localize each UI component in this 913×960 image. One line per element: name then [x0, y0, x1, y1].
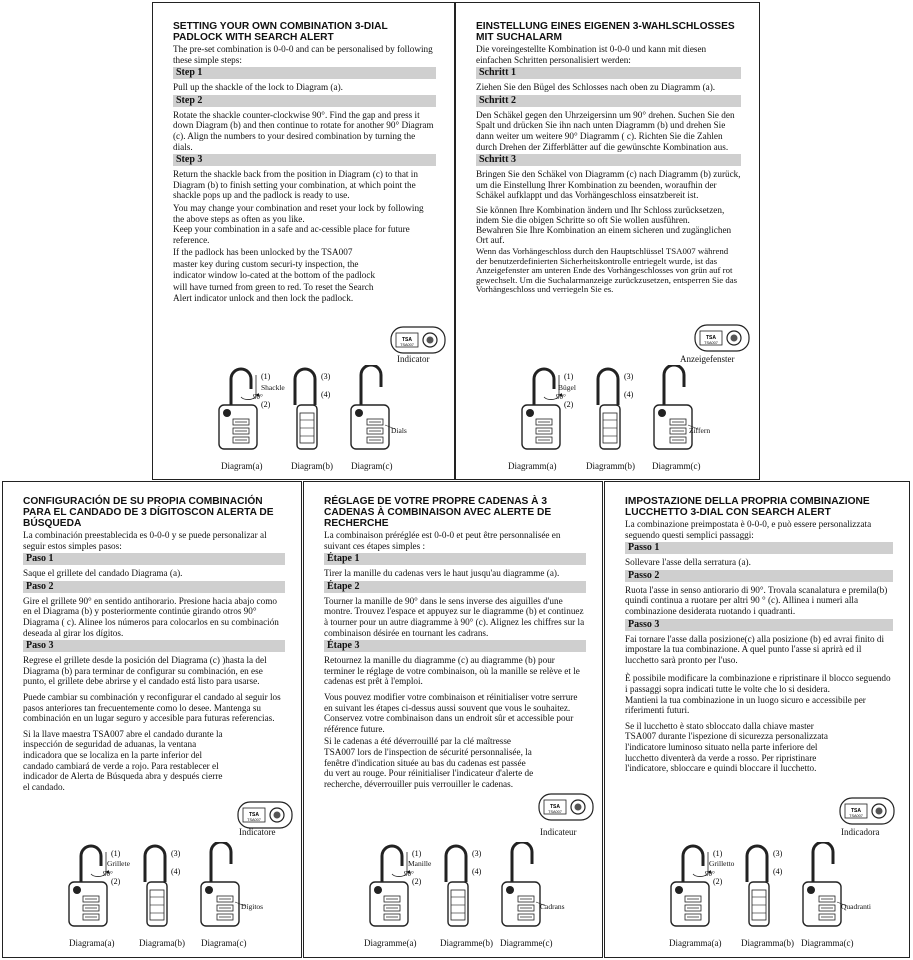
spanish-instructions-panel — [2, 481, 302, 958]
tsa-note: Si le cadenas a été déverrouillé par la clé maîtresse TSA007 lors de l'inspection de sécurité personnalisée, la fenêtre d'indication située au bas du cadenas est passée du vert au rouge. Pour réinitialiser l'indicateur d'alerte de recherche, déverrouiller puis verrouiller le cadenas. — [324, 736, 534, 789]
rotation-degree: 90° — [705, 870, 715, 878]
indicator-label: Indicateur — [540, 827, 577, 837]
step-2-heading: Passo 2 — [625, 570, 893, 582]
padlock-diagram-b — [145, 846, 181, 926]
step-4-number: (4) — [773, 867, 783, 876]
keep-note: Bewahren Sie Ihre Kombination an einem sicheren und zugänglichen Ort auf. — [476, 224, 732, 245]
step-2-number: (2) — [564, 400, 574, 409]
intro-text: La combinazione preimpostata è 0-0-0, e può essere personalizzata seguendo questi semplici passaggi: — [625, 519, 872, 540]
tsa-logo-text: TSA — [550, 804, 560, 810]
diagram-c-label: Diagramm(c) — [652, 461, 701, 471]
dials-label: Dials — [391, 426, 407, 435]
tsa-note: If the padlock has been unlocked by the TSA007 master key during custom securi-ty inspection, the indicator window lo-cated at the bottom of the padlock will have turned from green to red. To reset the Search Alert indicator unlock and then lock the padlock. — [173, 247, 376, 303]
diagram-a-label: Diagrama(a) — [69, 938, 115, 948]
padlock-diagram-b — [747, 846, 783, 926]
padlock-diagram-c — [351, 365, 395, 449]
padlock-diagram-a — [219, 369, 271, 449]
diagram-a-label: Diagramme(a) — [364, 938, 417, 948]
diagram-row — [153, 365, 454, 475]
step-1-text: Pull up the shackle of the lock to Diagram (a). — [173, 82, 343, 93]
panel-title: CONFIGURACIÓN DE SU PROPIA COMBINACIÓN PARA EL CANDADO DE 3 DÍGITOSCON ALERTA DE BÚSQUEDA — [23, 496, 274, 529]
keep-note: Keep your combination in a safe and ac-cessible place for future reference. — [173, 224, 410, 245]
intro-text: Die voreingestellte Kombination ist 0-0-0 und kann mit diesen einfachen Schritten personalisiert werden: — [476, 44, 707, 65]
shackle-label: Grillete — [107, 859, 130, 868]
tsa-code-text: TSA007 — [704, 341, 718, 345]
tsa-code-text: TSA007 — [849, 814, 863, 818]
step-4-number: (4) — [624, 390, 634, 399]
step-4-number: (4) — [472, 867, 482, 876]
dials-label: Ziffern — [689, 426, 711, 435]
tsa-note: Si la llave maestra TSA007 abre el candado durante la inspección de seguridad de aduanas, la ventana indicadora que se localiza en la parte inferior del candado cambiará de verde a rojo. Para restablecer el indicador de Alerta de Búsqueda abra y después cierre el candado. — [23, 728, 223, 792]
step-1-heading: Paso 1 — [23, 553, 285, 565]
german-instructions-panel — [455, 2, 760, 480]
padlock-diagram-c — [803, 842, 847, 926]
panel-title: IMPOSTAZIONE DELLA PROPRIA COMBINAZIONE LUCCHETTO 3-DIAL CON SEARCH ALERT — [625, 496, 870, 518]
step-2-text: Gire el grillete 90° en sentido antihorario. Presione hacia abajo como en el Diagrama (b) y posteriormente continúe girando otros 90° Diagrama ( c). Alinee los números para colocarlos en su combinación deseada al girar los dígitos. — [23, 595, 279, 638]
padlock-diagram-a — [522, 369, 574, 449]
step-3-heading: Passo 3 — [625, 619, 893, 631]
step-3-number: (3) — [321, 372, 331, 381]
step-3-text: Fai tornare l'asse dalla posizione(c) alla posizione (b) ed avrai finito di impostare la tua combinazione. A quel punto l'asse si aprirà ed il lucchetto sarà pronto per l'uso. — [625, 633, 885, 665]
step-3-text: Return the shackle back from the position in Diagram (c) to that in Diagram (b) to finish setting your combination, at which point the shackle pops up and the padlock is ready to use. — [173, 169, 418, 201]
step-1-text: Saque el grillete del candado Diagrama (a). — [23, 568, 183, 579]
step-3-number: (3) — [773, 849, 783, 858]
diagram-c-label: Diagramme(c) — [500, 938, 553, 948]
shackle-label: Grilletto — [709, 859, 735, 868]
step-1-number: (1) — [111, 849, 121, 858]
shackle-label: Bügel — [558, 383, 576, 392]
step-2-number: (2) — [111, 877, 121, 886]
diagram-c-label: Diagram(c) — [351, 461, 393, 471]
diagram-row — [605, 842, 909, 952]
change-note: Puede cambiar su combinación y reconfigurar el candado al seguir los pasos anteriores tan frecuentemente como lo desee. Mantenga su combinación en un lugar seguro y accesible para futuras referencias. — [23, 691, 281, 724]
tsa-code-text: TSA007 — [247, 818, 261, 822]
padlock-diagram-c — [654, 365, 698, 449]
diagram-row — [456, 365, 759, 475]
step-3-heading: Paso 3 — [23, 640, 285, 652]
step-2-heading: Schritt 2 — [476, 95, 741, 107]
rotation-degree: 90° — [404, 870, 414, 878]
indicator-label: Anzeigefenster — [680, 354, 735, 364]
step-1-number: (1) — [412, 849, 422, 858]
change-note: You may change your combination and reset your lock by following the above steps as often as you like. — [173, 202, 424, 224]
step-1-heading: Passo 1 — [625, 542, 893, 554]
step-1-text: Tirer la manille du cadenas vers le haut jusqu'au diagramme (a). — [324, 568, 560, 579]
indicator-label: Indicator — [397, 354, 430, 364]
step-3-number: (3) — [624, 372, 634, 381]
step-1-number: (1) — [564, 372, 574, 381]
padlock-diagram-b — [446, 846, 482, 926]
padlock-diagram-a — [671, 846, 723, 926]
step-2-number: (2) — [412, 877, 422, 886]
rotation-degree: 90° — [253, 393, 263, 401]
padlock-diagram-c — [502, 842, 546, 926]
step-1-text: Ziehen Sie den Bügel des Schlosses nach oben zu Diagramm (a). — [476, 82, 716, 93]
tsa-logo-text: TSA — [706, 335, 716, 341]
change-note: Vous pouvez modifier votre combinaison et réinitialiser votre serrure en suivant les étapes ci-dessus aussi souvent que vous le souhaitez. — [324, 691, 578, 713]
rotation-degree: 90° — [103, 870, 113, 878]
step-4-number: (4) — [321, 390, 331, 399]
tsa-note: Se il lucchetto è stato sbloccato dalla chiave master TSA007 durante l'ispezione di sicurezza personalizzata l'indicatore luminoso situato nella parte inferiore del lucchetto diventerà da verde a rosso. Per ripristinare l'indicatore, sbloccare e quindi bloccare il lucchetto. — [625, 720, 828, 774]
step-3-text: Regrese el grillete desde la posición del Diagrama (c) )hasta la del Diagrama (b) para terminar de configurar su combinación, en ese punto, el grillete debe abrirse y el candado está listo para usarse. — [23, 655, 267, 687]
step-1-heading: Schritt 1 — [476, 67, 741, 79]
indicator-label: Indicatore — [239, 827, 276, 837]
french-instructions-panel — [303, 481, 603, 958]
diagram-row — [304, 842, 602, 952]
diagram-b-label: Diagramm(b) — [586, 461, 635, 471]
step-3-text: Bringen Sie den Schäkel von Diagramm (c) nach Diagramm (b) zurück, um die Einstellung Ihrer Kombination zu beenden, woraufhin der Schäkel aufklappt und das Vorhängeschloss einsatzbereit ist. — [476, 169, 741, 201]
indicator-label: Indicadora — [841, 827, 880, 837]
step-3-heading: Schritt 3 — [476, 154, 741, 166]
panel-title: EINSTELLUNG EINES EIGENEN 3-WAHLSCHLOSSES MIT SUCHALARM — [476, 21, 735, 43]
step-1-number: (1) — [713, 849, 723, 858]
diagram-c-label: Diagrama(c) — [201, 938, 247, 948]
step-3-number: (3) — [171, 849, 181, 858]
shackle-label: Manille — [408, 859, 432, 868]
step-2-text: Rotate the shackle counter-clockwise 90°. Find the gap and press it down Diagram (b) and then continue to rotate for another 90° Diagram (c). Align the numbers to your desired combination by turning the dials. — [173, 109, 434, 152]
step-2-heading: Étape 2 — [324, 581, 586, 593]
step-2-text: Ruota l'asse in senso antiorario di 90°. Trovala scanalatura e premila(b) quindi continua a ruotare per altri 90 ° (c). Allinea i numeri alla combinazione desiderata ruotando i quadranti. — [625, 584, 888, 616]
step-1-heading: Étape 1 — [324, 553, 586, 565]
panel-title: SETTING YOUR OWN COMBINATION 3-DIAL PADLOCK WITH SEARCH ALERT — [173, 21, 388, 43]
keep-note: Mantieni la tua combinazione in un luogo sicuro e accessibile per riferimenti futuri. — [625, 694, 866, 716]
step-1-text: Sollevare l'asse della serratura (a). — [625, 557, 751, 568]
keep-note: Conservez votre combinaison dans un endroit sûr et accessible pour référence future. — [324, 713, 574, 734]
intro-text: La combinaison préréglée est 0-0-0 et peut être personnalisée en suivant ces étapes simples : — [324, 530, 561, 551]
diagram-a-label: Diagramm(a) — [508, 461, 557, 471]
step-3-heading: Step 3 — [173, 154, 436, 166]
step-1-heading: Step 1 — [173, 67, 436, 79]
tsa-code-text: TSA007 — [548, 810, 562, 814]
rotation-degree: 90° — [556, 393, 566, 401]
step-2-heading: Step 2 — [173, 95, 436, 107]
panel-title: RÉGLAGE DE VOTRE PROPRE CADENAS À 3 CADENAS À COMBINAISON AVEC ALERTE DE RECHERCHE — [324, 496, 552, 529]
indicator-lock-illustration — [235, 798, 295, 846]
diagram-a-label: Diagramma(a) — [669, 938, 722, 948]
dials-label: Dígitos — [241, 902, 264, 911]
padlock-diagram-b — [295, 369, 331, 449]
step-2-number: (2) — [713, 877, 723, 886]
english-instructions-panel — [152, 2, 455, 480]
step-3-text: Retournez la manille du diagramme (c) au diagramme (b) pour terminer le réglage de votre combinaison, où la manille se relève et le cadenas est prêt à l'emploi. — [324, 655, 580, 687]
padlock-diagram-c — [201, 842, 245, 926]
tsa-logo-text: TSA — [249, 812, 259, 818]
step-2-number: (2) — [261, 400, 271, 409]
diagram-b-label: Diagrama(b) — [139, 938, 185, 948]
tsa-logo-text: TSA — [402, 337, 412, 343]
diagram-b-label: Diagramme(b) — [440, 938, 493, 948]
step-1-number: (1) — [261, 372, 271, 381]
diagram-b-label: Diagramma(b) — [741, 938, 794, 948]
padlock-diagram-b — [598, 369, 634, 449]
intro-text: La combinación preestablecida es 0-0-0 y se puede personalizar al seguir estos simples pasos: — [23, 530, 267, 551]
shackle-label: Shackle — [261, 383, 285, 392]
dials-label: Cadrans — [540, 902, 565, 911]
tsa-code-text: TSA007 — [400, 343, 414, 347]
step-2-text: Den Schäkel gegen den Uhrzeigersinn um 90° drehen. Suchen Sie den Spalt und drücken Sie ihn nach unten Diagramm (b) und drehen Sie dann weiter um weitere 90° Diagramm ( c). Richten Sie die Zahlen durch Drehen der Zifferblätter auf die gewünschte Kombination aus. — [476, 109, 735, 152]
diagram-row — [3, 842, 301, 952]
diagram-a-label: Diagram(a) — [221, 461, 263, 471]
diagram-c-label: Diagramma(c) — [801, 938, 854, 948]
change-note: È possibile modificare la combinazione e ripristinare il blocco seguendo i passaggi sopra indicati tutte le volte che lo si desidera. — [625, 673, 891, 694]
padlock-diagram-a — [370, 846, 422, 926]
step-4-number: (4) — [171, 867, 181, 876]
tsa-note: Wenn das Vorhängeschloss durch den Hauptschlüssel TSA007 während der benutzerdefinierten Sicherheitskontrolle entriegelt wurde, ist das Anzeigefenster am unteren Ende des Vorhängeschlosses von grün auf rot gewechselt. Um die Suchalarmanzeige zurückzusetzen, entsperren Sie das Vorhängeschloss und verriegeln Sie es. — [476, 245, 738, 295]
italian-instructions-panel — [604, 481, 910, 958]
diagram-b-label: Diagram(b) — [291, 461, 333, 471]
step-3-heading: Étape 3 — [324, 640, 586, 652]
tsa-logo-text: TSA — [851, 808, 861, 814]
step-3-number: (3) — [472, 849, 482, 858]
dials-label: Quadranti — [841, 902, 871, 911]
padlock-diagram-a — [69, 846, 121, 926]
change-note: Sie können Ihre Kombination ändern und Ihr Schloss zurücksetzen, indem Sie die obigen Schritte so oft Sie wollen ausführen. — [476, 204, 725, 225]
intro-text: The pre-set combination is 0-0-0 and can be personalised by following these simple steps: — [173, 44, 433, 65]
step-2-heading: Paso 2 — [23, 581, 285, 593]
step-2-text: Tourner la manille de 90° dans le sens inverse des aiguilles d'une montre. Trouvez l'espace et appuyez sur le diagramme (b) et continuez à tourner pour un autre diagramme à 90° (c). Alignez les chiffres sur la combinaison désirée en tournant les cadrans. — [324, 595, 585, 638]
